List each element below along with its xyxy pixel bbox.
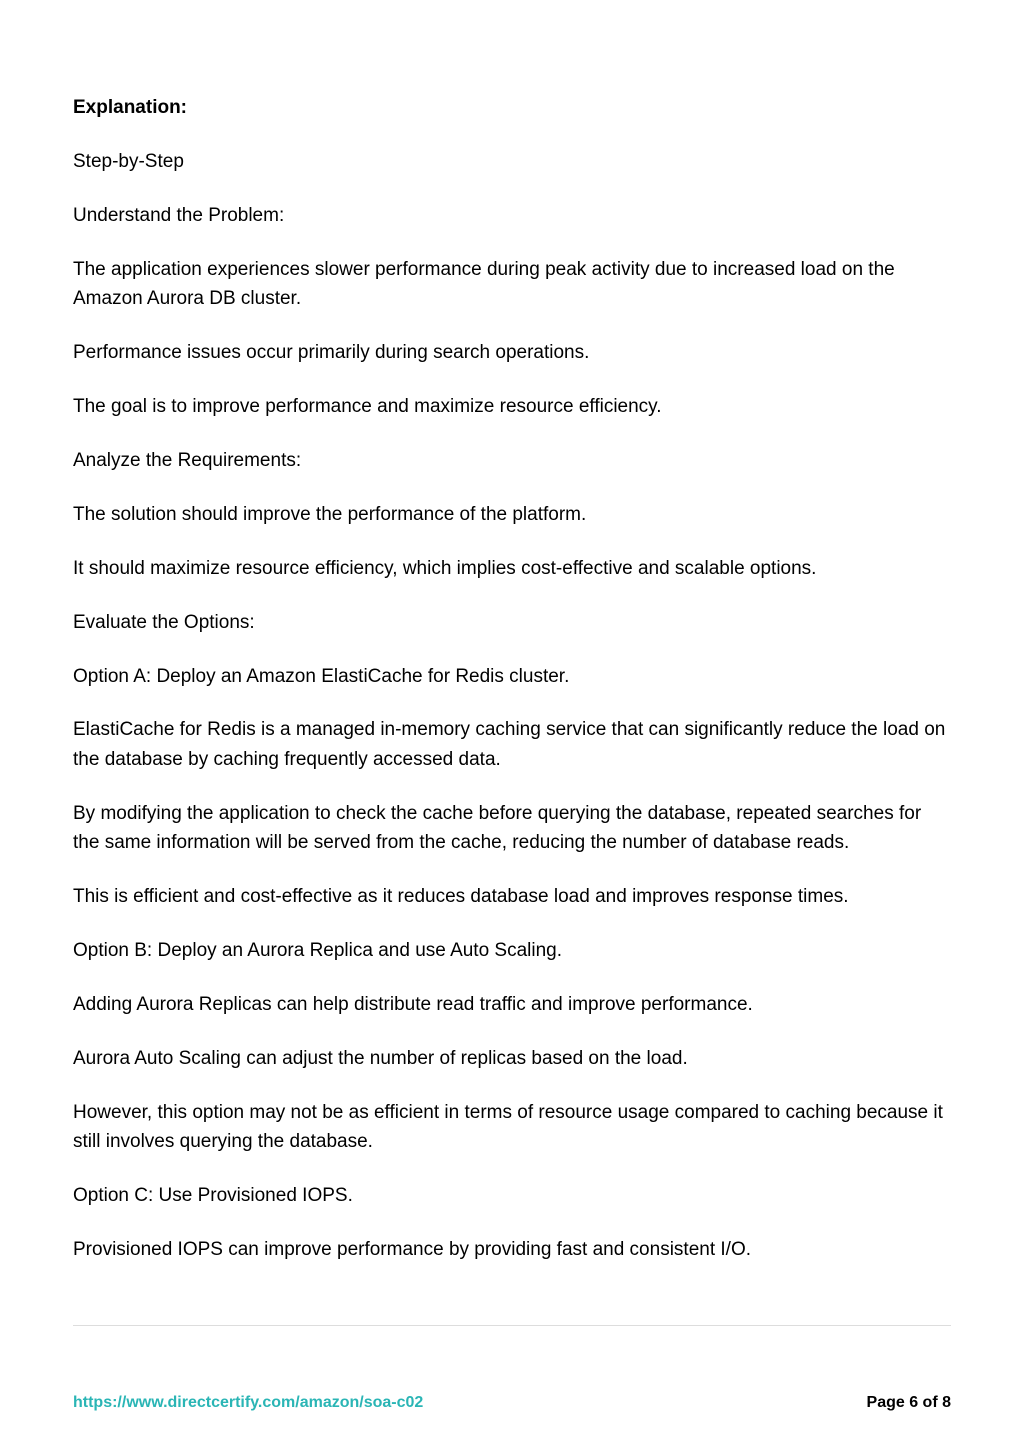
paragraph-cache-efficiency: This is efficient and cost-effective as it reduces database load and improves response times. xyxy=(73,886,849,908)
paragraph-provisioned-iops: Provisioned IOPS can improve performance by providing fast and consistent I/O. xyxy=(73,1238,751,1260)
paragraph-option-c: Option C: Use Provisioned IOPS. xyxy=(73,1185,353,1207)
paragraph-problem-description: The application experiences slower performance during peak activity due to increased load on the Amazon Aurora DB cluster. xyxy=(73,258,895,310)
paragraph-understand-problem: Understand the Problem: xyxy=(73,204,285,226)
paragraph-analyze-requirements: Analyze the Requirements: xyxy=(73,449,302,471)
paragraph-elasticache-description: ElastiCache for Redis is a managed in-memory caching service that can significantly reduce the load on the database by caching frequently accessed data. xyxy=(73,719,946,770)
paragraph-aurora-auto-scaling: Aurora Auto Scaling can adjust the number of replicas based on the load. xyxy=(73,1047,688,1069)
paragraph-cache-modification: By modifying the application to check the cache before querying the database, repeated searches for the same information will be served from the cache, reducing the number of database reads. xyxy=(73,802,922,854)
page-number: Page 6 of 8 xyxy=(866,1394,951,1411)
paragraph-resource-efficiency: It should maximize resource efficiency, which implies cost-effective and scalable options. xyxy=(73,557,817,579)
paragraph-aurora-replicas: Adding Aurora Replicas can help distribute read traffic and improve performance. xyxy=(73,993,753,1015)
paragraph-goal: The goal is to improve performance and maximize resource efficiency. xyxy=(73,396,662,418)
paragraph-option-b-drawback: However, this option may not be as efficient in terms of resource usage compared to caching because it still involves querying the database. xyxy=(73,1101,943,1153)
paragraph-solution-requirement: The solution should improve the performance of the platform. xyxy=(73,503,587,525)
document-content xyxy=(73,93,951,1289)
document-page xyxy=(73,0,951,1448)
paragraph-step-by-step: Step-by-Step xyxy=(73,151,184,172)
paragraph-option-a: Option A: Deploy an Amazon ElastiCache for Redis cluster. xyxy=(73,665,570,687)
explanation-heading: Explanation: xyxy=(73,97,188,118)
paragraph-performance-issues: Performance issues occur primarily during search operations. xyxy=(73,342,590,364)
paragraph-option-b: Option B: Deploy an Aurora Replica and use Auto Scaling. xyxy=(73,940,563,961)
footer-url-link[interactable]: https://www.directcertify.com/amazon/soa-c02 xyxy=(73,1394,424,1411)
page-footer xyxy=(73,1394,951,1418)
footer-divider xyxy=(73,1325,951,1326)
paragraph-evaluate-options: Evaluate the Options: xyxy=(73,611,255,633)
